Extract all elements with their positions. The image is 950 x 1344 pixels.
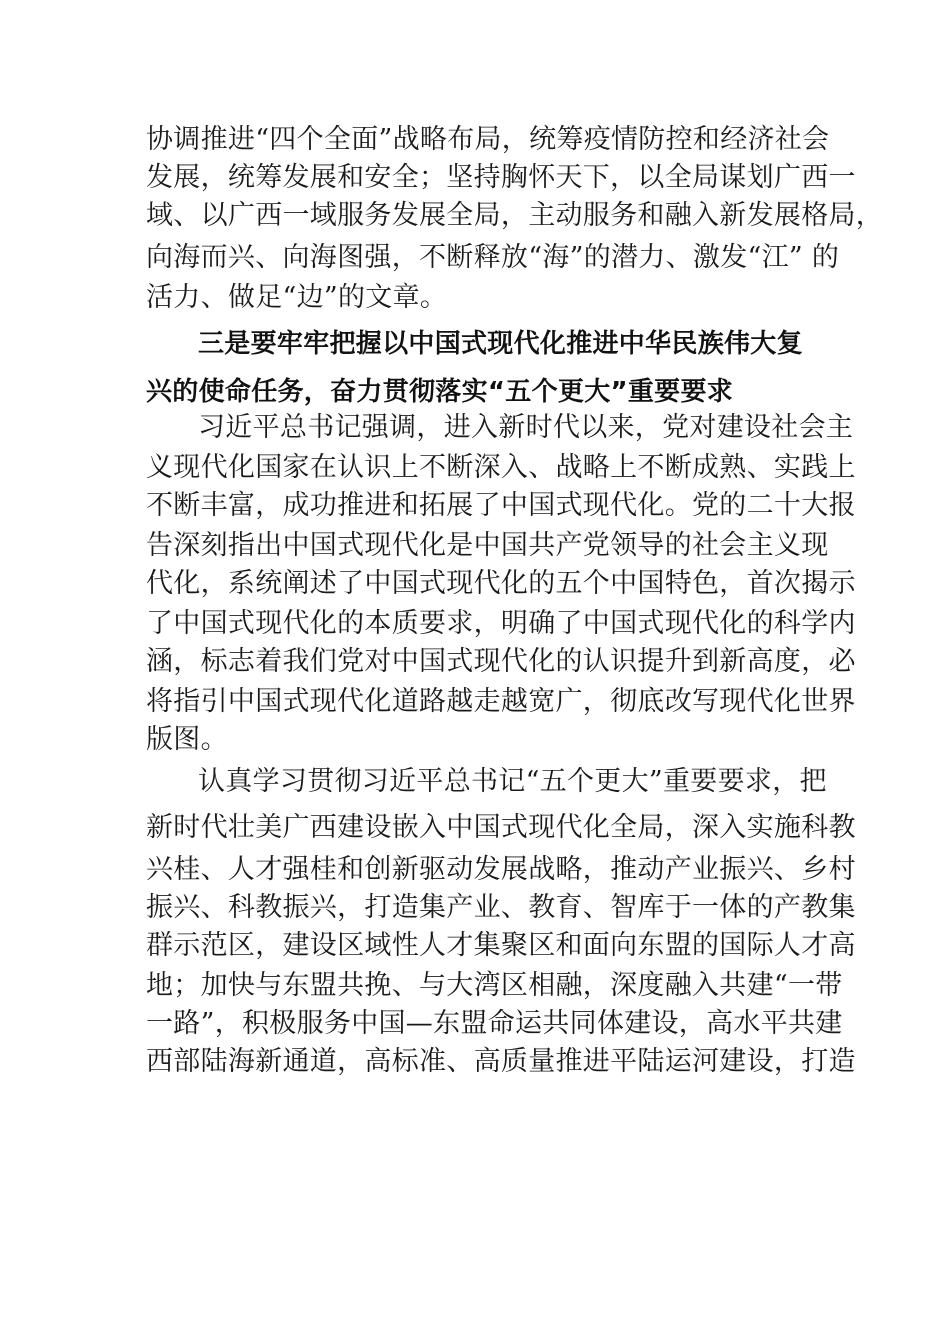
- text-line: 发展，统筹发展和安全；坚持胸怀天下，以全局谋划广西一: [146, 162, 856, 193]
- text-line: 代化，系统阐述了中国式现代化的五个中国特色，首次揭示: [146, 568, 856, 599]
- text-line: 将指引中国式现代化道路越走越宽广，彻底改写现代化世界: [146, 686, 856, 717]
- text-line: 义现代化国家在认识上不断深入、战略上不断成熟、实践上: [146, 452, 856, 483]
- text-line: 新时代壮美广西建设嵌入中国式现代化全局，深入实施科教: [146, 812, 856, 843]
- text-line: 协调推进“四个全面”战略布局，统筹疫情防控和经济社会: [146, 124, 830, 155]
- text-line: 版图。: [146, 724, 228, 755]
- text-line: 告深刻指出中国式现代化是中国共产党领导的社会主义现: [146, 530, 829, 561]
- section-heading-line: 三是要牢牢把握以中国式现代化推进中华民族伟大复: [198, 329, 803, 359]
- text-line: 一路”，积极服务中国—东盟命运共同体建设，高水平共建: [146, 1008, 843, 1039]
- text-line: 兴桂、人才强桂和创新驱动发展战略，推动产业振兴、乡村: [146, 854, 856, 885]
- text-line: 活力、做足“边”的文章。: [146, 282, 448, 313]
- text-line: 群示范区，建设区域性人才集聚区和面向东盟的国际人才高: [146, 930, 856, 961]
- section-heading-line: 兴的使命任务，奋力贯彻落实“五个更大”重要要求: [146, 377, 734, 407]
- text-line: 认真学习贯彻习近平总书记“五个更大”重要要求，把: [198, 766, 827, 797]
- text-line: 向海而兴、向海图强，不断释放“海”的潜力、激发“江” 的: [146, 242, 840, 273]
- text-line: 习近平总书记强调，进入新时代以来，党对建设社会主: [198, 412, 854, 443]
- text-line: 不断丰富，成功推进和拓展了中国式现代化。党的二十大报: [146, 490, 856, 521]
- text-line: 西部陆海新通道，高标准、高质量推进平陆运河建设，打造: [146, 1046, 856, 1077]
- text-line: 振兴、科教振兴，打造集产业、教育、智库于一体的产教集: [146, 892, 856, 923]
- text-line: 涵，标志着我们党对中国式现代化的认识提升到新高度，必: [146, 646, 856, 677]
- text-line: 了中国式现代化的本质要求，明确了中国式现代化的科学内: [146, 608, 856, 639]
- text-line: 地；加快与东盟共挽、与大湾区相融，深度融入共建“一带: [146, 970, 843, 1001]
- text-line: 域、以广西一域服务发展全局，主动服务和融入新发展格局，: [146, 200, 884, 231]
